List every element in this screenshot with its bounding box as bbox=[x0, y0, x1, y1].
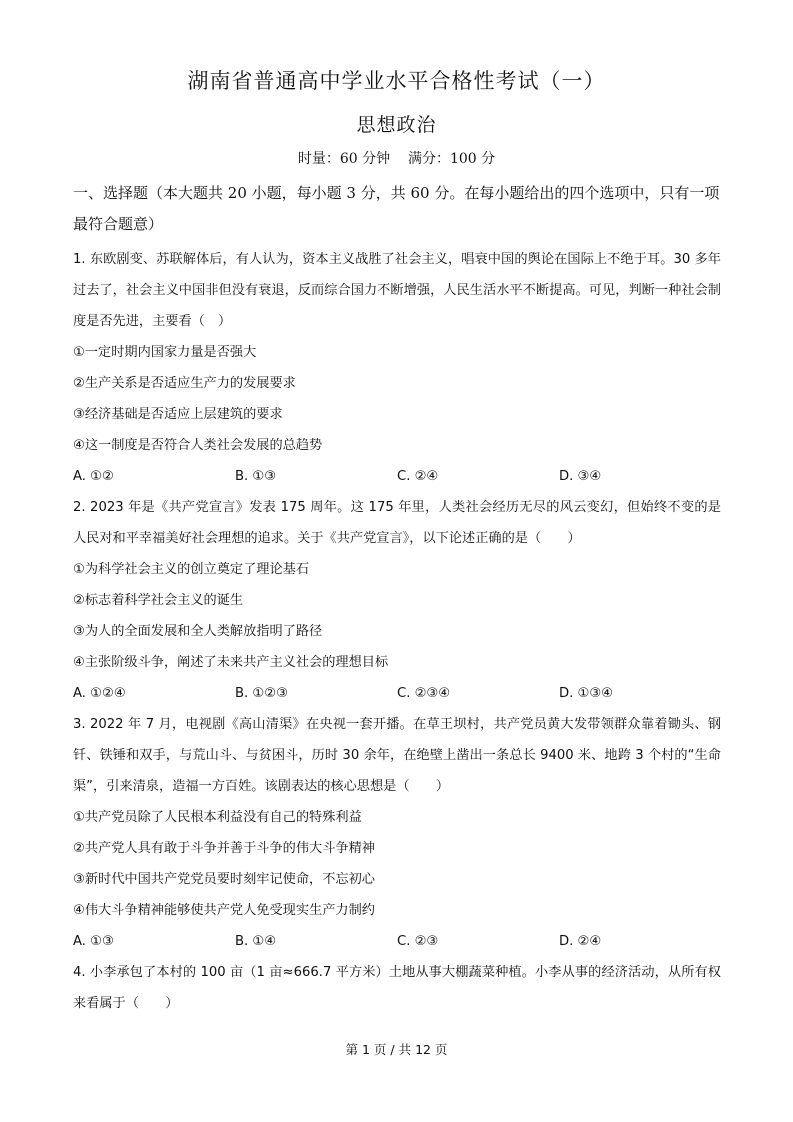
statement: ①共产党员除了人民根本利益没有自己的特殊利益 bbox=[73, 810, 362, 825]
question-stem: 1. 东欧剧变、苏联解体后，有人认为，资本主义战胜了社会主义，唱衰中国的舆论在国际上不绝于耳。30 多年过去了，社会主义中国非但没有衰退，反而综合国力不断增强，人民生活水平不断提高。可见，判断一种社会制度是否先进，主要看（ ） bbox=[73, 252, 721, 329]
option-a: A. ①②④ bbox=[73, 686, 126, 701]
question-1 bbox=[73, 244, 721, 492]
exam-title: 湖南省普通高中学业水平合格性考试（一） bbox=[187, 69, 606, 93]
option-d: D. ①③④ bbox=[559, 686, 614, 701]
statement: ③新时代中国共产党党员要时刻牢记使命，不忘初心 bbox=[73, 872, 375, 887]
page-footer: 第 1 页 / 共 12 页 bbox=[345, 1042, 448, 1057]
statement: ①一定时期内国家力量是否强大 bbox=[73, 345, 257, 360]
option-a: A. ①③ bbox=[73, 934, 114, 949]
option-b: B. ①③ bbox=[235, 469, 277, 484]
statement: ②共产党人具有敢于斗争并善于斗争的伟大斗争精神 bbox=[73, 841, 375, 856]
exam-score: 满分：100 分 bbox=[407, 151, 496, 167]
exam-time: 时量：60 分钟 bbox=[297, 151, 391, 167]
question-4 bbox=[73, 957, 721, 1019]
statement: ④主张阶级斗争，阐述了未来共产主义社会的理想目标 bbox=[73, 655, 389, 670]
option-d: D. ②④ bbox=[559, 934, 602, 949]
question-stem: 2. 2023 年是《共产党宣言》发表 175 周年。这 175 年里，人类社会经历无尽的风云变幻，但始终不变的是人民对和平幸福美好社会理想的追求。关于《共产党宣言》，以下论述正确的是（ ） bbox=[73, 500, 721, 546]
option-b: B. ①②③ bbox=[235, 686, 288, 701]
option-d: D. ③④ bbox=[559, 469, 602, 484]
exam-content bbox=[73, 178, 721, 1019]
question-3 bbox=[73, 709, 721, 957]
answer-options bbox=[73, 678, 721, 709]
exam-meta bbox=[0, 148, 793, 170]
statement: ②生产关系是否适应生产力的发展要求 bbox=[73, 376, 296, 391]
question-stem: 4. 小李承包了本村的 100 亩（1 亩≈666.7 平方米）土地从事大棚蔬菜种植。小李从事的经济活动，从所有权来看属于（ ） bbox=[73, 965, 721, 1011]
statement: ③经济基础是否适应上层建筑的要求 bbox=[73, 407, 283, 422]
statement: ④伟大斗争精神能够使共产党人免受现实生产力制约 bbox=[73, 903, 375, 918]
question-stem: 3. 2022 年 7 月，电视剧《高山清渠》在央视一套开播。在草王坝村，共产党员黄大发带领群众靠着锄头、钢钎、铁锤和双手，与荒山斗、与贫困斗，历时 30 余年，在绝壁上凿出一条总长 9400 米、地跨 3 个村的“生命渠”，引来清泉，造福一方百姓。该剧表达的核心思想是（ ） bbox=[73, 717, 721, 794]
answer-options bbox=[73, 926, 721, 957]
statement: ①为科学社会主义的创立奠定了理论基石 bbox=[73, 562, 310, 577]
section-heading: 一、选择题（本大题共 20 小题，每小题 3 分，共 60 分。在每小题给出的四个选项中，只有一项最符合题意） bbox=[73, 184, 720, 233]
answer-options bbox=[73, 461, 721, 492]
question-2 bbox=[73, 492, 721, 709]
option-a: A. ①② bbox=[73, 469, 114, 484]
option-b: B. ①④ bbox=[235, 934, 277, 949]
exam-subject: 思想政治 bbox=[356, 114, 437, 136]
statement: ②标志着科学社会主义的诞生 bbox=[73, 593, 244, 608]
option-c: C. ②③ bbox=[397, 934, 439, 949]
option-c: C. ②④ bbox=[397, 469, 439, 484]
statement: ③为人的全面发展和全人类解放指明了路径 bbox=[73, 624, 323, 639]
option-c: C. ②③④ bbox=[397, 686, 451, 701]
statement: ④这一制度是否符合人类社会发展的总趋势 bbox=[73, 438, 323, 453]
